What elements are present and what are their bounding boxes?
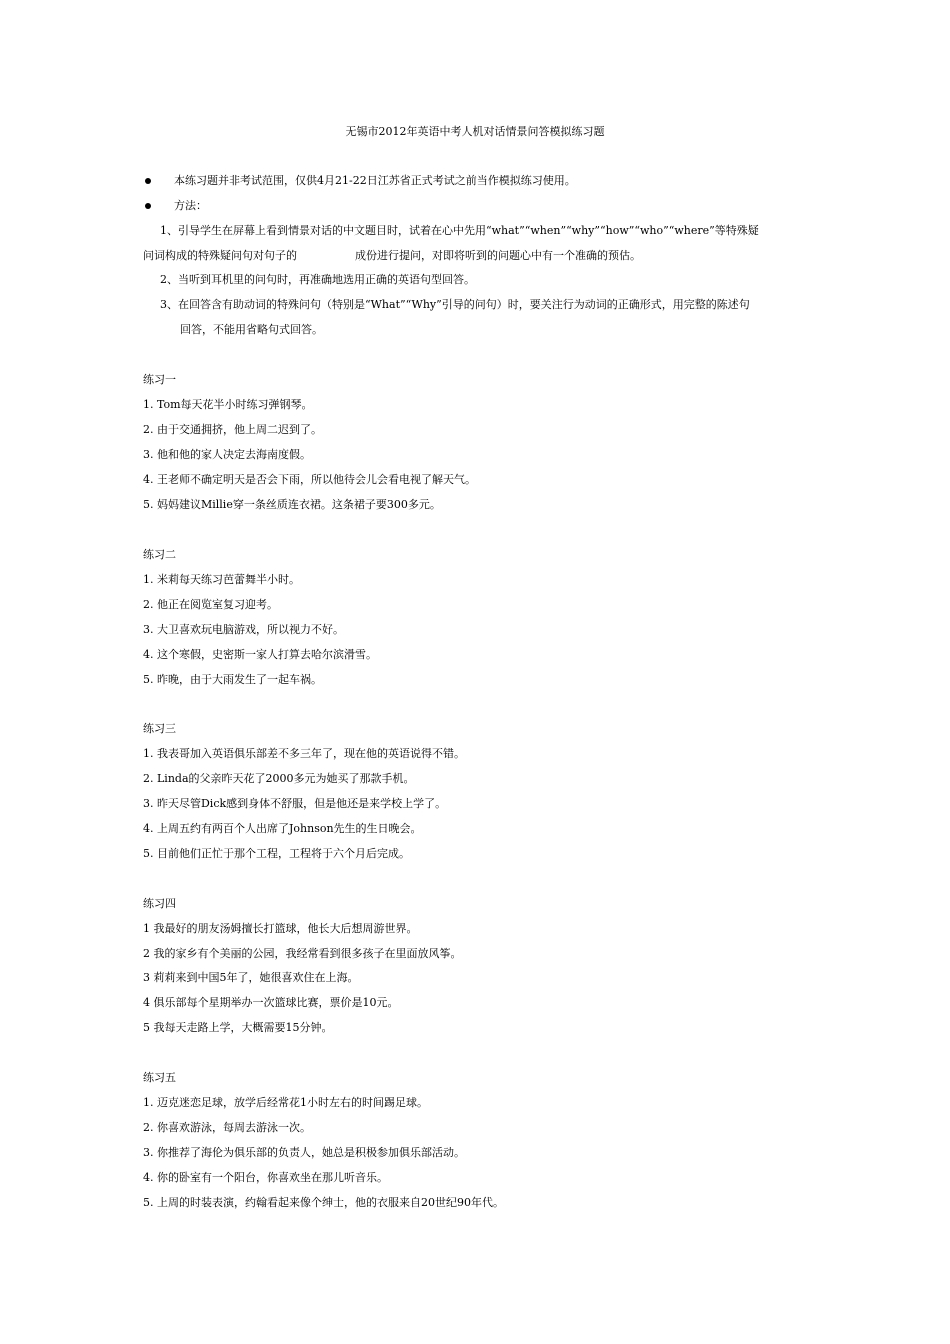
exercise-heading: 练习二 (143, 548, 176, 561)
exercise-item: 5 我每天走路上学，大概需要15分钟。 (143, 1021, 333, 1034)
exercise-item: 1 我最好的朋友汤姆擅长打篮球，他长大后想周游世界。 (143, 922, 418, 935)
exercise-item: 3. 他和他的家人决定去海南度假。 (143, 448, 311, 461)
exercise-item: 2. 你喜欢游泳，每周去游泳一次。 (143, 1121, 311, 1134)
exercise-item: 4. 上周五约有两百个人出席了Johnson先生的生日晚会。 (143, 822, 422, 835)
exercise-item: 1. 我表哥加入英语俱乐部差不多三年了，现在他的英语说得不错。 (143, 747, 465, 760)
exercise-item: 1. 米莉每天练习芭蕾舞半小时。 (143, 573, 300, 586)
exercise-item: 2. Linda的父亲昨天花了2000多元为她买了那款手机。 (143, 772, 415, 785)
bullet-icon (145, 203, 151, 209)
exercise-item: 1. 迈克迷恋足球，放学后经常花1小时左右的时间踢足球。 (143, 1096, 428, 1109)
exercise-item: 2 我的家乡有个美丽的公园，我经常看到很多孩子在里面放风筝。 (143, 947, 462, 960)
method-step-1-line-2-part-b: 成份进行提问，对即将听到的问题心中有一个准确的预估。 (355, 249, 641, 262)
method-step-1-line-2 (143, 249, 641, 263)
method-step-3-line-1: 3、在回答含有助动词的特殊问句（特别是“What”“Why”引导的问句）时，要关注行为动词的正确形式，用完整的陈述句 (160, 298, 750, 311)
exercise-item: 1. Tom每天花半小时练习弹钢琴。 (143, 398, 313, 411)
exercise-heading: 练习三 (143, 722, 176, 735)
exercise-item: 3. 大卫喜欢玩电脑游戏，所以视力不好。 (143, 623, 344, 636)
exercise-item: 4. 这个寒假，史密斯一家人打算去哈尔滨滑雪。 (143, 648, 377, 661)
bullet-text-scope: 本练习题并非考试范围，仅供4月21-22日江苏省正式考试之前当作模拟练习使用。 (174, 174, 576, 187)
exercise-heading: 练习四 (143, 897, 176, 910)
exercise-item: 2. 他正在阅览室复习迎考。 (143, 598, 278, 611)
bullet-icon (145, 178, 151, 184)
bullet-text-method: 方法： (174, 199, 207, 212)
exercise-item: 5. 上周的时装表演，约翰看起来像个绅士，他的衣服来自20世纪90年代。 (143, 1196, 504, 1209)
exercise-item: 5. 妈妈建议Millie穿一条丝质连衣裙。这条裙子要300多元。 (143, 498, 441, 511)
document-title: 无锡市2012年英语中考人机对话情景问答模拟练习题 (345, 125, 605, 138)
exercise-item: 4 俱乐部每个星期举办一次篮球比赛，票价是10元。 (143, 996, 399, 1009)
exercise-item: 5. 目前他们正忙于那个工程，工程将于六个月后完成。 (143, 847, 410, 860)
method-step-2: 2、当听到耳机里的问句时，再准确地选用正确的英语句型回答。 (160, 273, 475, 286)
exercise-heading: 练习一 (143, 373, 176, 386)
exercise-item: 2. 由于交通拥挤，他上周二迟到了。 (143, 423, 322, 436)
method-step-1-line-2-part-a: 问词构成的特殊疑问句对句子的 (143, 249, 297, 262)
exercise-item: 3. 昨天尽管Dick感到身体不舒服，但是他还是来学校上学了。 (143, 797, 447, 810)
exercise-item: 4. 你的卧室有一个阳台，你喜欢坐在那儿听音乐。 (143, 1171, 388, 1184)
exercise-heading: 练习五 (143, 1071, 176, 1084)
exercise-item: 3. 你推荐了海伦为俱乐部的负责人，她总是积极参加俱乐部活动。 (143, 1146, 465, 1159)
method-step-3-line-2: 回答，不能用省略句式回答。 (180, 323, 323, 336)
exercise-item: 5. 昨晚，由于大雨发生了一起车祸。 (143, 673, 322, 686)
exercise-item: 3 莉莉来到中国5年了，她很喜欢住在上海。 (143, 971, 359, 984)
method-step-1-line-1: 1、引导学生在屏幕上看到情景对话的中文题目时，试着在心中先用“what”“when”“why”“how”“who”“where”等特殊疑 (160, 224, 759, 237)
exercise-item: 4. 王老师不确定明天是否会下雨，所以他待会儿会看电视了解天气。 (143, 473, 476, 486)
